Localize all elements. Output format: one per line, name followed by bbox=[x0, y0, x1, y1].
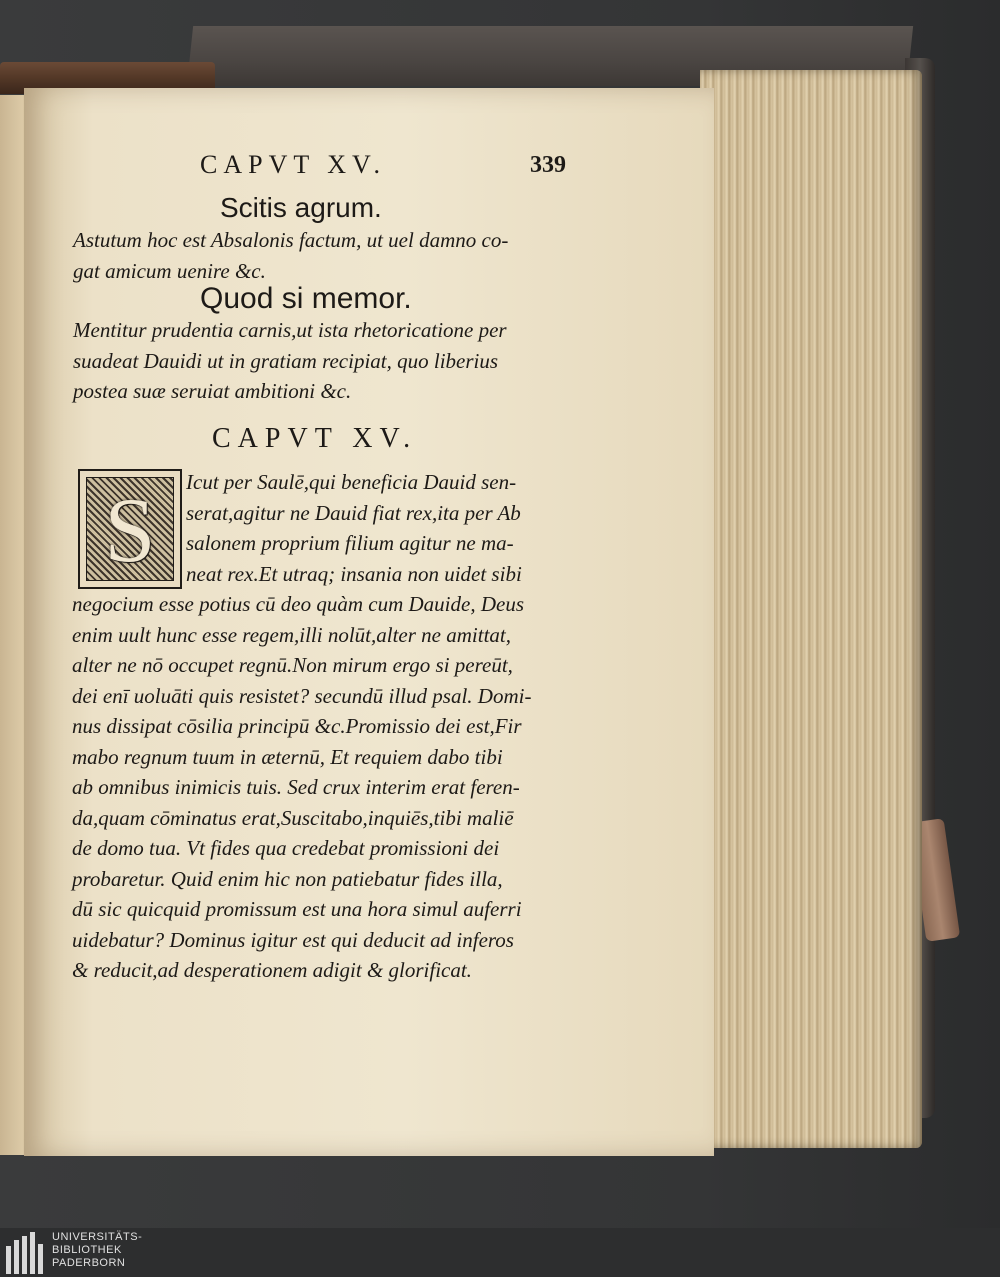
section-heading-quod: Quod si memor. bbox=[200, 282, 412, 315]
paragraph-mentitur bbox=[73, 318, 507, 410]
text-line: Mentitur prudentia carnis,ut ista rhetoricatione per bbox=[73, 318, 507, 342]
text-line: dei enī uoluāti quis resistet? secundū illud psal. Domi- bbox=[72, 683, 532, 708]
text-line: da,quam cōminatus erat,Suscitabo,inquiēs,tibi maliē bbox=[72, 805, 514, 830]
section-heading-scitis: Scitis agrum. bbox=[220, 192, 382, 223]
library-name bbox=[52, 1231, 142, 1270]
page-fore-edge bbox=[700, 70, 922, 1148]
library-logo-icon bbox=[6, 1232, 44, 1274]
library-name-line: UNIVERSITÄTS- bbox=[52, 1231, 143, 1243]
text-line: dū sic quicquid promissum est una hora simul auferri bbox=[72, 897, 522, 921]
decorated-initial bbox=[78, 469, 182, 589]
text-line: & reducit,ad desperationem adigit & glorificat. bbox=[72, 958, 472, 982]
text-line: gat amicum uenire &c. bbox=[73, 258, 266, 283]
text-line: nus dissipat cōsilia principū &c.Promissio dei est,Fir bbox=[72, 714, 522, 738]
text-line: Icut per Saulē,qui beneficia Dauid sen- bbox=[186, 470, 517, 494]
library-name-line: BIBLIOTHEK bbox=[52, 1244, 122, 1256]
text-line: suadeat Dauidi ut in gratiam recipiat, quo liberius bbox=[73, 348, 499, 373]
page-number: 339 bbox=[530, 152, 566, 178]
body-paragraph bbox=[72, 592, 531, 989]
text-line: serat,agitur ne Dauid fiat rex,ita per Ab bbox=[186, 500, 521, 525]
text-line: negocium esse potius cū deo quàm cum Dauide, Deus bbox=[72, 592, 524, 616]
text-line: de domo tua. Vt fides qua credebat promissioni dei bbox=[72, 836, 500, 860]
running-head: CAPVT XV. bbox=[200, 150, 386, 179]
text-line: salonem proprium filium agitur ne ma- bbox=[186, 531, 514, 555]
text-line: enim uult hunc esse regem,illi nolūt,alter ne amittat, bbox=[72, 622, 511, 647]
text-line: probaretur. Quid enim hic non patiebatur fides illa, bbox=[72, 866, 503, 891]
text-line: ab omnibus inimicis tuis. Sed crux interim erat feren- bbox=[72, 775, 520, 799]
library-name-line: PADERBORN bbox=[52, 1257, 126, 1269]
text-line: postea suæ seruiat ambitioni &c. bbox=[73, 379, 352, 403]
text-line: neat rex.Et utraq; insania non uidet sibi bbox=[186, 561, 522, 586]
text-line: mabo regnum tuum in æternū, Et requiem dabo tibi bbox=[72, 744, 503, 769]
initial-letter: S bbox=[104, 479, 156, 581]
text-line: alter ne nō occupet regnū.Non mirum ergo si pereūt, bbox=[72, 653, 513, 677]
text-line: uidebatur? Dominus igitur est qui deducit ad inferos bbox=[72, 927, 514, 952]
text-line: Astutum hoc est Absalonis factum, ut uel damno co- bbox=[73, 228, 509, 252]
dropcap-paragraph bbox=[186, 470, 522, 592]
library-footer bbox=[0, 1228, 1000, 1277]
chapter-heading: CAPVT XV. bbox=[212, 423, 418, 454]
paragraph-astutum bbox=[73, 228, 508, 289]
